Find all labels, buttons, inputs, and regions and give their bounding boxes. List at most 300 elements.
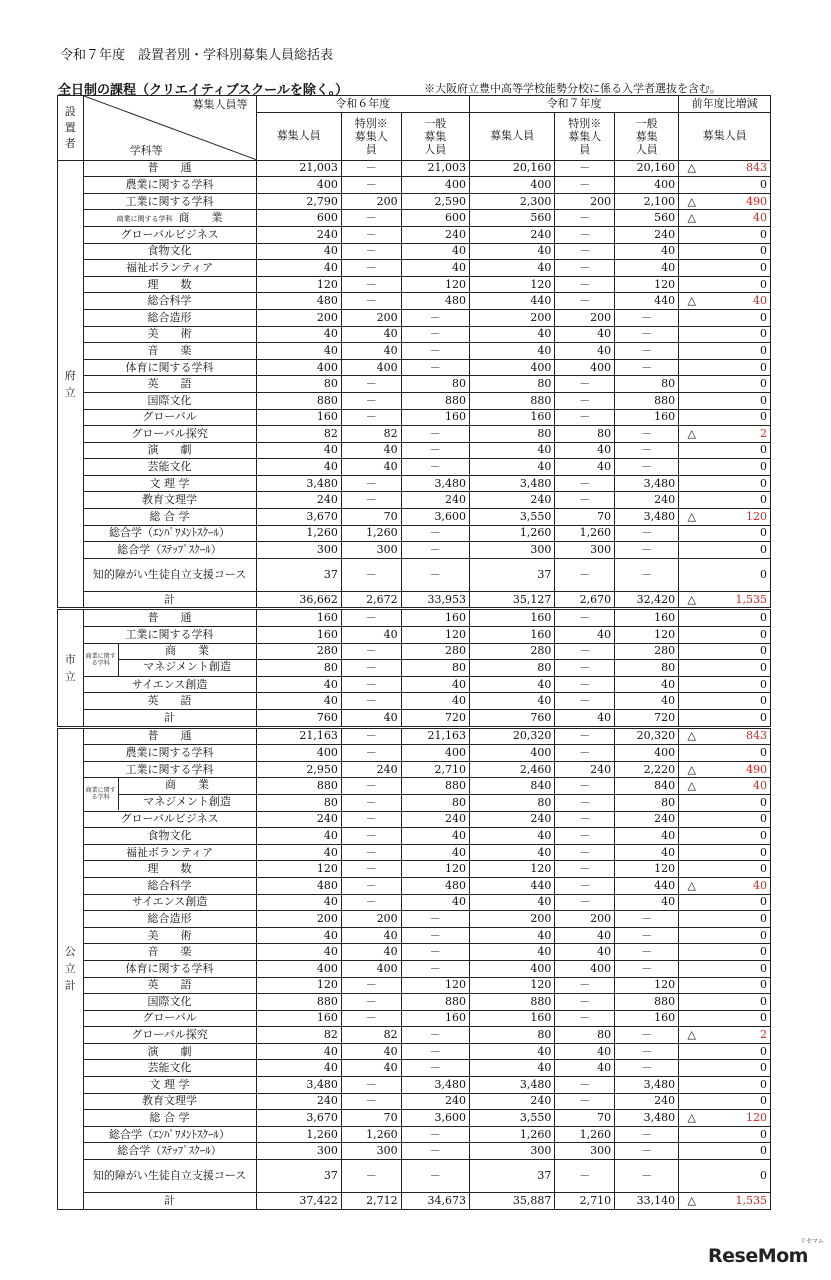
- decrease-mark: △: [679, 293, 705, 310]
- dept-name: 総 合 学: [83, 1110, 256, 1127]
- diff-value: 120: [704, 509, 770, 526]
- v7-value-2: 40: [615, 676, 679, 693]
- establisher-cell: [58, 727, 84, 1209]
- v6-value-0: 120: [256, 977, 341, 994]
- dept-name: 知的障がい生徒自立支援コース: [83, 1160, 256, 1193]
- decrease-mark: [679, 309, 705, 326]
- v6-value-0: 40: [256, 243, 341, 260]
- v7-value-0: 240: [469, 492, 554, 509]
- v7-value-0: 3,550: [469, 1110, 554, 1127]
- v7-value-0: 200: [469, 309, 554, 326]
- section-heading: 全日制の課程（クリエイティブスクールを除く。）: [58, 83, 349, 98]
- v7-value-0: 40: [469, 442, 554, 459]
- dept-name: 農業に関する学科: [83, 177, 256, 194]
- v7-value-2: 40: [615, 693, 679, 710]
- v7-value-2: 160: [615, 1010, 679, 1027]
- v6-value-2: 880: [401, 392, 469, 409]
- v7-value-2: 400: [615, 177, 679, 194]
- v7-value-2: －: [615, 326, 679, 343]
- v6-value-1: 2,672: [341, 591, 401, 609]
- v6-value-0: 40: [256, 894, 341, 911]
- y7-general-header: 一般募集人員: [615, 112, 679, 160]
- v6-value-2: 120: [401, 276, 469, 293]
- v7-value-1: －: [555, 727, 615, 745]
- v6-value-2: 240: [401, 811, 469, 828]
- dept-name: 食物文化: [83, 243, 256, 260]
- v7-value-1: 300: [555, 542, 615, 559]
- table-row: [58, 359, 771, 376]
- v6-value-2: 3,480: [401, 475, 469, 492]
- v6-value-2: 480: [401, 877, 469, 894]
- decrease-mark: [679, 359, 705, 376]
- diff-value: 0: [704, 243, 770, 260]
- v7-value-1: －: [555, 1093, 615, 1110]
- v7-value-1: 40: [555, 710, 615, 728]
- v7-value-2: －: [615, 459, 679, 476]
- diff-value: 0: [704, 525, 770, 542]
- diff-value: 40: [704, 877, 770, 894]
- dept-name: 総合造形: [83, 309, 256, 326]
- v6-value-1: －: [341, 977, 401, 994]
- decrease-mark: [679, 177, 705, 194]
- table-row: [58, 509, 771, 526]
- decrease-mark: [679, 994, 705, 1011]
- v7-value-0: 80: [469, 426, 554, 443]
- v6-value-1: 40: [341, 326, 401, 343]
- diff-value: 0: [704, 558, 770, 591]
- table-row: [58, 710, 771, 728]
- v7-value-1: 40: [555, 326, 615, 343]
- table-row: [58, 226, 771, 243]
- v6-value-1: －: [341, 1093, 401, 1110]
- v7-value-2: －: [615, 1043, 679, 1060]
- v6-value-0: 37: [256, 1160, 341, 1193]
- v6-value-1: －: [341, 293, 401, 310]
- table-row: [58, 927, 771, 944]
- dept-name: マネジメント創造: [143, 660, 231, 674]
- v7-value-1: －: [555, 260, 615, 277]
- v7-value-1: －: [555, 558, 615, 591]
- v6-value-0: 40: [256, 459, 341, 476]
- v7-value-0: 80: [469, 794, 554, 811]
- v7-value-2: 32,420: [615, 591, 679, 609]
- dept-name: 福祉ボランティア: [83, 844, 256, 861]
- table-row: [58, 309, 771, 326]
- dept-name: 計: [83, 710, 256, 728]
- v7-value-1: 2,710: [555, 1193, 615, 1210]
- dept-name: グローバルビジネス: [83, 811, 256, 828]
- v7-value-1: 200: [555, 911, 615, 928]
- v7-value-0: 240: [469, 226, 554, 243]
- dept-name: 総合科学: [83, 293, 256, 310]
- v7-value-2: －: [615, 525, 679, 542]
- decrease-mark: [679, 710, 705, 728]
- decrease-mark: [679, 226, 705, 243]
- v6-value-2: 80: [401, 794, 469, 811]
- table-row: [58, 1010, 771, 1027]
- v7-value-1: 40: [555, 1060, 615, 1077]
- decrease-mark: [679, 1060, 705, 1077]
- diff-value: 0: [704, 676, 770, 693]
- v6-value-2: －: [401, 359, 469, 376]
- v6-value-2: 240: [401, 1093, 469, 1110]
- table-row: [58, 727, 771, 745]
- diff-value: 843: [704, 727, 770, 745]
- v6-value-1: －: [341, 745, 401, 762]
- diff-value: 0: [704, 359, 770, 376]
- decrease-mark: [679, 960, 705, 977]
- v6-value-0: 3,670: [256, 1110, 341, 1127]
- v7-value-0: 400: [469, 177, 554, 194]
- table-row: [58, 828, 771, 845]
- v7-value-1: 200: [555, 193, 615, 210]
- v7-value-1: 40: [555, 1043, 615, 1060]
- table-row: [58, 676, 771, 693]
- v7-value-0: 2,300: [469, 193, 554, 210]
- v7-value-0: 80: [469, 1027, 554, 1044]
- decrease-mark: [679, 1077, 705, 1094]
- v7-value-0: 160: [469, 409, 554, 426]
- v6-value-1: －: [341, 861, 401, 878]
- v6-value-0: 40: [256, 828, 341, 845]
- decrease-mark: △: [679, 877, 705, 894]
- v7-value-1: 80: [555, 1027, 615, 1044]
- v7-value-0: 40: [469, 844, 554, 861]
- dept-name: グローバルビジネス: [83, 226, 256, 243]
- dept-name: 芸能文化: [83, 1060, 256, 1077]
- v6-value-0: 80: [256, 660, 341, 677]
- v6-value-1: 400: [341, 359, 401, 376]
- establisher-header: 設置者: [58, 96, 84, 161]
- v7-value-2: －: [615, 1143, 679, 1160]
- v7-value-1: 1,260: [555, 1126, 615, 1143]
- v7-value-0: 40: [469, 894, 554, 911]
- diff-value: 0: [704, 643, 770, 660]
- v6-value-2: －: [401, 1160, 469, 1193]
- v7-value-0: 2,460: [469, 761, 554, 778]
- v6-value-2: －: [401, 542, 469, 559]
- dept-name: 福祉ボランティア: [83, 260, 256, 277]
- dept-name: 文 理 学: [83, 475, 256, 492]
- v6-value-1: 300: [341, 542, 401, 559]
- v6-value-0: 240: [256, 811, 341, 828]
- v7-value-2: 880: [615, 994, 679, 1011]
- v7-value-0: 40: [469, 693, 554, 710]
- dept-name: 音 楽: [83, 944, 256, 961]
- v6-value-1: －: [341, 778, 401, 795]
- v6-value-2: 40: [401, 693, 469, 710]
- v7-value-2: －: [615, 426, 679, 443]
- v6-value-1: 70: [341, 1110, 401, 1127]
- v6-value-1: 70: [341, 509, 401, 526]
- v7-value-2: 120: [615, 977, 679, 994]
- v7-value-0: 200: [469, 911, 554, 928]
- v7-value-1: －: [555, 643, 615, 660]
- diff-value: 40: [704, 293, 770, 310]
- dept-name: 総 合 学: [83, 509, 256, 526]
- diff-value: 0: [704, 994, 770, 1011]
- v6-value-2: 880: [401, 778, 469, 795]
- diff-value: 0: [704, 794, 770, 811]
- diff-value: 0: [704, 911, 770, 928]
- v6-value-0: 300: [256, 1143, 341, 1160]
- v7-value-0: 440: [469, 293, 554, 310]
- v7-value-1: －: [555, 877, 615, 894]
- v7-value-0: 40: [469, 343, 554, 360]
- v6-value-1: －: [341, 392, 401, 409]
- dept-prefix: 商業に関する学科: [116, 214, 173, 223]
- v7-value-1: 70: [555, 509, 615, 526]
- v7-value-0: 40: [469, 326, 554, 343]
- v6-value-2: 160: [401, 609, 469, 627]
- diff-value: 0: [704, 1093, 770, 1110]
- v7-value-2: 720: [615, 710, 679, 728]
- v6-value-0: 2,950: [256, 761, 341, 778]
- v7-value-0: 120: [469, 977, 554, 994]
- diff-value: 40: [704, 778, 770, 795]
- v7-value-1: 80: [555, 426, 615, 443]
- v6-value-0: 600: [256, 210, 341, 227]
- decrease-mark: [679, 376, 705, 393]
- decrease-mark: [679, 844, 705, 861]
- v7-value-0: 20,160: [469, 160, 554, 177]
- table-row: [58, 1060, 771, 1077]
- v7-value-0: 40: [469, 828, 554, 845]
- diff-value: 0: [704, 861, 770, 878]
- dept-group-label: 商業に関する学科: [84, 644, 119, 676]
- decrease-mark: [679, 459, 705, 476]
- v6-value-1: －: [341, 660, 401, 677]
- v6-value-2: 160: [401, 409, 469, 426]
- year7-header: 令和７年度: [469, 96, 678, 113]
- v7-value-1: －: [555, 1010, 615, 1027]
- v7-value-2: －: [615, 558, 679, 591]
- diff-value: 0: [704, 894, 770, 911]
- decrease-mark: [679, 1043, 705, 1060]
- v7-value-0: 37: [469, 558, 554, 591]
- dept-name: 体育に関する学科: [83, 960, 256, 977]
- dept-name: [83, 210, 256, 227]
- v6-value-2: 400: [401, 177, 469, 194]
- decrease-mark: [679, 794, 705, 811]
- dept-name: 商 業: [119, 778, 256, 795]
- diff-value: 0: [704, 1043, 770, 1060]
- diff-value: 0: [704, 177, 770, 194]
- v7-value-1: －: [555, 861, 615, 878]
- v6-value-0: 3,670: [256, 509, 341, 526]
- v6-value-1: －: [341, 260, 401, 277]
- y6-total-header: 募集人員: [256, 112, 341, 160]
- v6-value-1: 300: [341, 1143, 401, 1160]
- v7-value-2: 240: [615, 226, 679, 243]
- table-row: [58, 960, 771, 977]
- v6-value-1: －: [341, 794, 401, 811]
- dept-name: 演 劇: [83, 442, 256, 459]
- dept-name: 知的障がい生徒自立支援コース: [83, 558, 256, 591]
- table-row: [58, 761, 771, 778]
- dept-label: 学科等: [129, 143, 163, 157]
- v6-value-2: －: [401, 1060, 469, 1077]
- diff-value: 0: [704, 693, 770, 710]
- decrease-mark: [679, 828, 705, 845]
- dept-name: 計: [83, 1193, 256, 1210]
- v6-value-0: 1,260: [256, 1126, 341, 1143]
- v6-value-1: 200: [341, 193, 401, 210]
- v6-value-2: 120: [401, 977, 469, 994]
- v7-value-0: 880: [469, 392, 554, 409]
- decrease-mark: [679, 1126, 705, 1143]
- v7-value-1: －: [555, 392, 615, 409]
- v7-value-2: －: [615, 542, 679, 559]
- table-row: [58, 877, 771, 894]
- v6-value-0: 400: [256, 359, 341, 376]
- v7-value-1: －: [555, 977, 615, 994]
- dept-label: 商 業: [178, 210, 223, 224]
- decrease-mark: [679, 627, 705, 644]
- table-row: [58, 260, 771, 277]
- v7-value-1: －: [555, 811, 615, 828]
- v6-value-1: －: [341, 376, 401, 393]
- v6-value-2: 40: [401, 676, 469, 693]
- decrease-mark: [679, 542, 705, 559]
- table-row: [58, 243, 771, 260]
- v7-value-1: －: [555, 376, 615, 393]
- table-row: [58, 475, 771, 492]
- v7-value-2: 40: [615, 243, 679, 260]
- v6-value-2: 21,163: [401, 727, 469, 745]
- v6-value-2: 21,003: [401, 160, 469, 177]
- v7-value-2: －: [615, 359, 679, 376]
- diff-value: 490: [704, 761, 770, 778]
- v6-value-0: 480: [256, 293, 341, 310]
- v6-value-1: 40: [341, 459, 401, 476]
- v6-value-2: 33,953: [401, 591, 469, 609]
- v7-value-1: －: [555, 1160, 615, 1193]
- v7-value-1: －: [555, 492, 615, 509]
- v6-value-0: 82: [256, 426, 341, 443]
- table-row: [58, 376, 771, 393]
- diff-value: 0: [704, 1077, 770, 1094]
- v7-value-2: 3,480: [615, 1077, 679, 1094]
- v7-value-0: 280: [469, 643, 554, 660]
- v6-value-0: 400: [256, 177, 341, 194]
- v6-value-1: －: [341, 1010, 401, 1027]
- v6-value-2: －: [401, 459, 469, 476]
- v7-value-2: －: [615, 309, 679, 326]
- v7-value-0: 3,550: [469, 509, 554, 526]
- v7-value-0: 80: [469, 376, 554, 393]
- decrease-mark: [679, 609, 705, 627]
- v6-value-0: 160: [256, 409, 341, 426]
- v7-value-0: 35,127: [469, 591, 554, 609]
- v6-value-2: －: [401, 309, 469, 326]
- dept-name: グローバル探究: [83, 1027, 256, 1044]
- v6-value-1: －: [341, 877, 401, 894]
- v7-value-0: 400: [469, 960, 554, 977]
- table-row: [58, 1160, 771, 1193]
- v6-value-0: 80: [256, 376, 341, 393]
- v7-value-0: 240: [469, 1093, 554, 1110]
- dept-name: 総合学（ｴﾝﾊﾟﾜﾒﾝﾄｽｸｰﾙ）: [83, 525, 256, 542]
- v6-value-0: 40: [256, 1060, 341, 1077]
- dept-name: サイエンス創造: [83, 676, 256, 693]
- diff-value: 0: [704, 409, 770, 426]
- table-row: [58, 326, 771, 343]
- decrease-mark: [679, 276, 705, 293]
- v7-value-1: －: [555, 243, 615, 260]
- v6-value-1: 40: [341, 627, 401, 644]
- diff-value: 0: [704, 828, 770, 845]
- dept-name: 普 通: [83, 727, 256, 745]
- v6-value-1: －: [341, 243, 401, 260]
- v6-value-2: 3,480: [401, 1077, 469, 1094]
- table-row: [58, 894, 771, 911]
- table-row: [58, 1110, 771, 1127]
- decrease-mark: [679, 475, 705, 492]
- v6-value-1: －: [341, 643, 401, 660]
- diff-value: 0: [704, 459, 770, 476]
- v6-value-0: 40: [256, 693, 341, 710]
- diff-value: 1,535: [704, 1193, 770, 1210]
- v6-value-0: 120: [256, 861, 341, 878]
- v7-value-2: －: [615, 927, 679, 944]
- dept-name: 総合学（ｽﾃｯﾌﾟｽｸｰﾙ）: [83, 1143, 256, 1160]
- table-row: [58, 525, 771, 542]
- v6-value-2: 280: [401, 643, 469, 660]
- v7-value-1: －: [555, 660, 615, 677]
- dept-name: 英 語: [83, 977, 256, 994]
- diff-value: 0: [704, 442, 770, 459]
- v6-value-1: 2,712: [341, 1193, 401, 1210]
- v6-value-1: －: [341, 558, 401, 591]
- table-row: [58, 745, 771, 762]
- v7-value-0: 40: [469, 260, 554, 277]
- v6-value-1: 40: [341, 927, 401, 944]
- decrease-mark: [679, 1010, 705, 1027]
- v6-value-0: 160: [256, 1010, 341, 1027]
- v6-value-0: 21,163: [256, 727, 341, 745]
- v6-value-1: －: [341, 693, 401, 710]
- decrease-mark: [679, 326, 705, 343]
- diff-value: 0: [704, 226, 770, 243]
- diff-value: 0: [704, 542, 770, 559]
- diff-value: 0: [704, 811, 770, 828]
- v6-value-0: 200: [256, 309, 341, 326]
- dept-name: 総合学（ｽﾃｯﾌﾟｽｸｰﾙ）: [83, 542, 256, 559]
- decrease-mark: △: [679, 509, 705, 526]
- v7-value-0: 400: [469, 745, 554, 762]
- diff-value: 0: [704, 1126, 770, 1143]
- v6-value-2: 40: [401, 243, 469, 260]
- v6-value-0: 300: [256, 542, 341, 559]
- v7-value-0: 120: [469, 861, 554, 878]
- v7-value-1: 40: [555, 944, 615, 961]
- v6-value-2: －: [401, 927, 469, 944]
- v7-value-0: 40: [469, 927, 554, 944]
- v7-value-0: 37: [469, 1160, 554, 1193]
- decrease-mark: [679, 693, 705, 710]
- v7-value-2: 80: [615, 376, 679, 393]
- v7-value-2: 2,220: [615, 761, 679, 778]
- diff-value: 843: [704, 160, 770, 177]
- table-row: [58, 160, 771, 177]
- v7-value-0: 3,480: [469, 1077, 554, 1094]
- v7-value-0: 40: [469, 1060, 554, 1077]
- decrease-mark: △: [679, 778, 705, 795]
- v6-value-0: 40: [256, 442, 341, 459]
- decrease-mark: △: [679, 210, 705, 227]
- v6-value-0: 160: [256, 627, 341, 644]
